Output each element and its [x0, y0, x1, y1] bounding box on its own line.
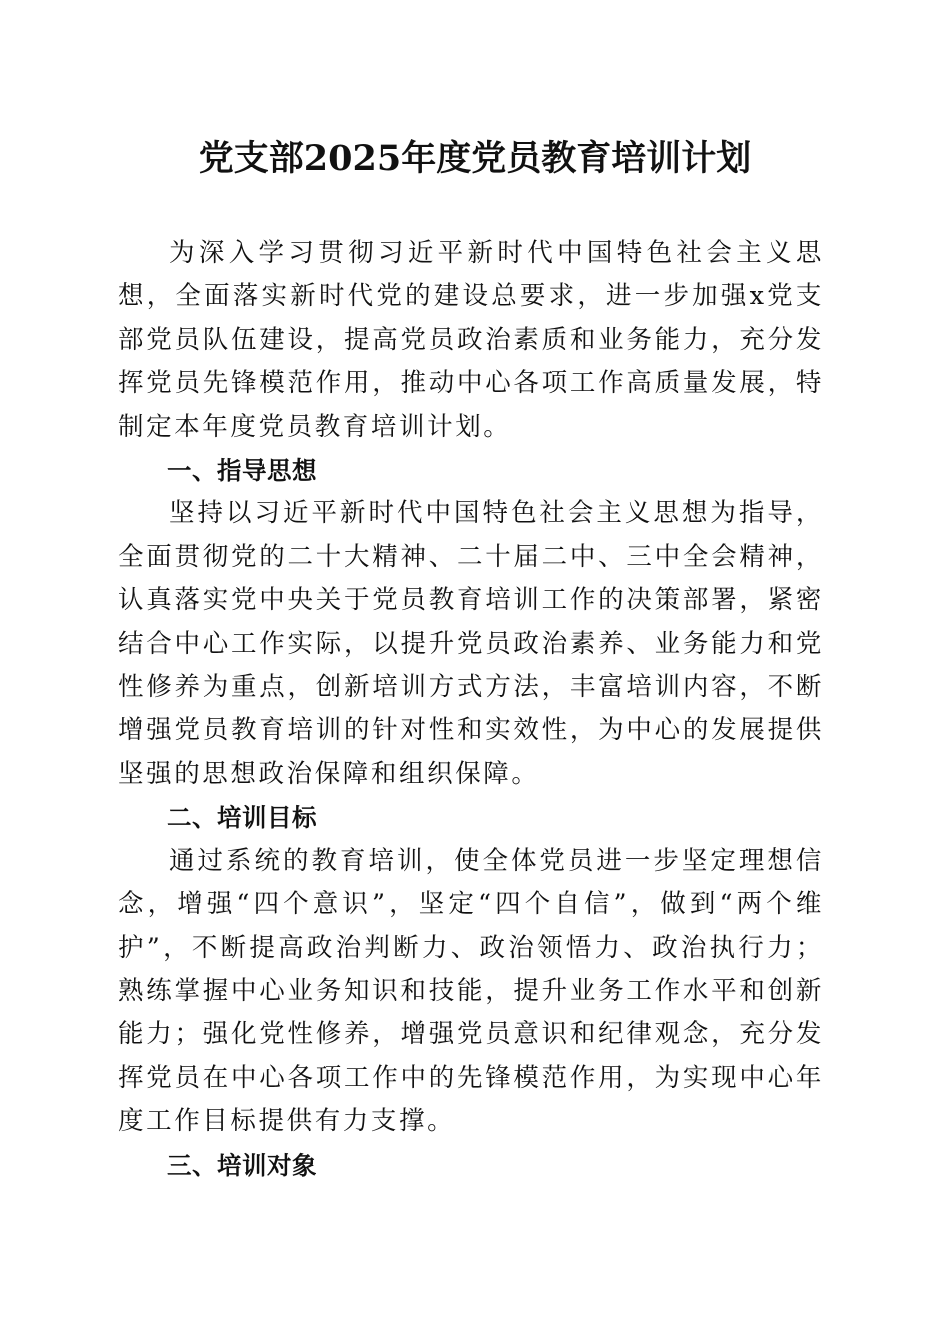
- section-paragraph-training-goals: 通过系统的教育培训，使全体党员进一步坚定理想信念，增强“四个意识”，坚定“四个自信”，做到“两个维护”，不断提高政治判断力、政治领悟力、政治执行力；熟练掌握中心业务知识和技能，提升业务工作水平和创新能力；强化党性修养，增强党员意识和纪律观念，充分发挥党员在中心各项工作中的先锋模范作用，为实现中心年度工作目标提供有力支撑。: [118, 845, 824, 1137]
- document-title: 党支部2025年度党员教育培训计划: [198, 138, 752, 179]
- document-body: [118, 232, 824, 1187]
- intro-paragraph: 为深入学习贯彻习近平新时代中国特色社会主义思想，全面落实新时代党的建设总要求，进一步加强x党支部党员队伍建设，提高党员政治素质和业务能力，充分发挥党员先锋模范作用，推动中心各项工作高质量发展，特制定本年度党员教育培训计划。: [118, 238, 824, 442]
- section-heading-guiding-ideology: 一、指导思想: [167, 456, 317, 486]
- section-paragraph-guiding-ideology: 坚持以习近平新时代中国特色社会主义思想为指导，全面贯彻党的二十大精神、二十届二中、三中全会精神，认真落实党中央关于党员教育培训工作的决策部署，紧密结合中心工作实际，以提升党员政治素养、业务能力和党性修养为重点，创新培训方式方法，丰富培训内容，不断增强党员教育培训的针对性和实效性，为中心的发展提供坚强的思想政治保障和组织保障。: [118, 498, 824, 789]
- section-heading-training-goals: 二、培训目标: [167, 803, 317, 833]
- section-heading-training-targets: 三、培训对象: [167, 1150, 317, 1180]
